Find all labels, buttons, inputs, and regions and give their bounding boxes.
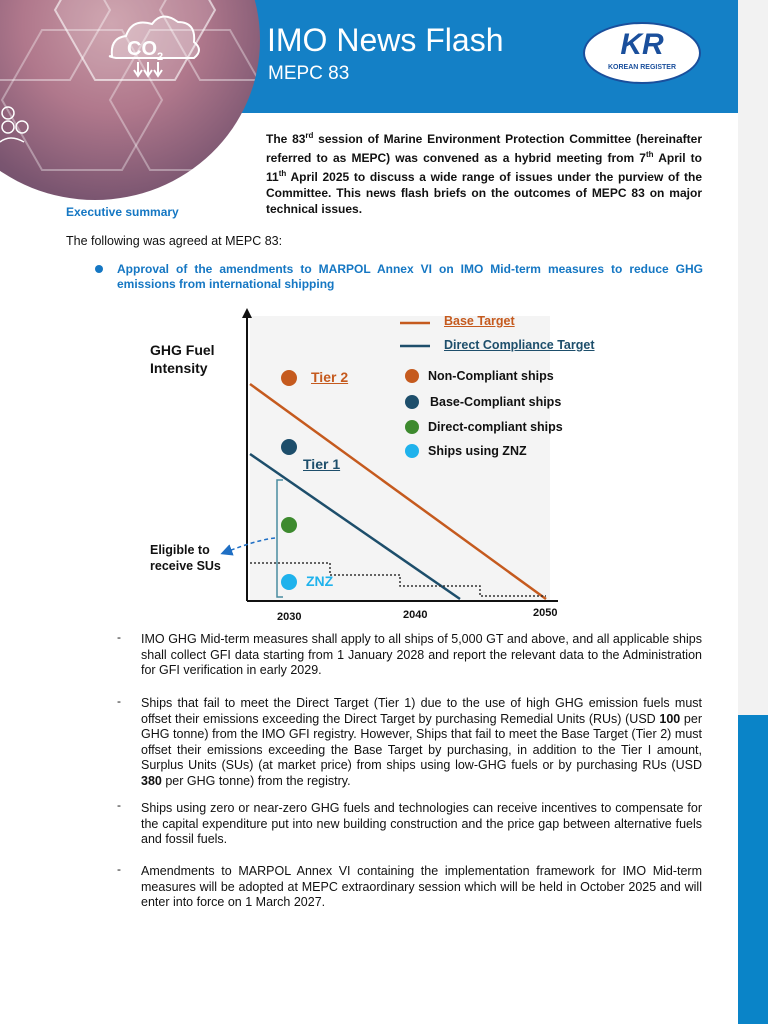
znz-label: ZNZ xyxy=(306,573,334,589)
side-stripe-blue xyxy=(738,715,768,1024)
eligible-line1: Eligible to xyxy=(150,543,210,557)
xtick-2050: 2050 xyxy=(533,607,558,619)
xtick-2040: 2040 xyxy=(403,609,428,621)
paragraph-1: IMO GHG Mid-term measures shall apply to all ships of 5,000 GT and above, and all applicable ships shall collect GFI data starting from 1 January 2028 and report the relevant data to the Administration for GFI verification in early 2029. xyxy=(141,632,702,678)
bullet-dot-icon xyxy=(95,265,103,273)
side-stripe xyxy=(738,0,768,1024)
logo-name: KOREAN REGISTER xyxy=(607,64,677,71)
legend-noncompliant: Non-Compliant ships xyxy=(428,369,554,383)
bullet-heading: Approval of the amendments to MARPOL Annex VI on IMO Mid-term measures to reduce GHG emissions from international shipping xyxy=(117,262,703,291)
executive-summary-heading: Executive summary xyxy=(66,205,179,219)
dash-1: - xyxy=(117,630,121,644)
legend-direct-target: Direct Compliance Target xyxy=(444,338,595,352)
logo-monogram: KR xyxy=(620,28,664,61)
tier2-point xyxy=(281,370,297,386)
ru-price-100: 100 xyxy=(659,711,681,726)
eligible-line2: receive SUs xyxy=(150,559,221,573)
legend-znz: Ships using ZNZ xyxy=(428,444,527,458)
hex-pattern xyxy=(0,0,260,200)
co2-hero-image xyxy=(0,0,260,200)
co2-subscript: 2 xyxy=(157,51,164,63)
znz-point xyxy=(281,574,297,590)
co2-text: CO xyxy=(127,38,157,60)
ghg-intensity-chart xyxy=(140,306,610,626)
legend-directcompliant-swatch xyxy=(405,420,419,434)
legend-base-target: Base Target xyxy=(444,314,515,328)
intro-part: April to 11 xyxy=(266,151,702,184)
page-subtitle: MEPC 83 xyxy=(268,63,350,84)
dash-3: - xyxy=(117,798,121,812)
legend-basecompliant-swatch xyxy=(405,395,419,409)
dash-4: - xyxy=(117,862,121,876)
xtick-2030: 2030 xyxy=(277,611,302,623)
legend-znz-swatch xyxy=(405,444,419,458)
eligible-label xyxy=(150,542,221,574)
page-title: IMO News Flash xyxy=(267,22,504,58)
intro-part: The 83 xyxy=(266,132,306,146)
intro-part: April 2025 to discuss a wide range of issues under the purview of the Committee. This news flash briefs on the outcomes of MEPC 83 on major technical issues. xyxy=(266,170,702,216)
side-stripe-light xyxy=(738,0,768,715)
chart-ylabel xyxy=(150,341,215,377)
paragraph-4: Amendments to MARPOL Annex VI containing the implementation framework for IMO Mid-term measures will be adopted at MEPC extraordinary session which will be held in October 2025 and will enter into force on 1 March 2027. xyxy=(141,864,702,910)
ylabel-line1: GHG Fuel xyxy=(150,342,215,358)
intro-sup: th xyxy=(278,169,287,178)
paragraph-2-part: per GHG tonne) from the registry. xyxy=(161,773,351,788)
paragraph-3: Ships using zero or near-zero GHG fuels and technologies can receive incentives to compensate for the capital expenditure put into new building construction and the price gap between alternative fuels and fossil fuels. xyxy=(141,801,702,847)
y-axis-arrow xyxy=(242,308,252,318)
agreed-text: The following was agreed at MEPC 83: xyxy=(66,234,283,248)
tier1-point xyxy=(281,439,297,455)
intro-part: session of Marine Environment Protection Committee (hereinafter referred to as MEPC) was convened as a hybrid meeting from 7 xyxy=(266,132,702,165)
intro-sup: rd xyxy=(305,131,314,140)
paragraph-2-part: per GHG tonne) from the IMO GFI registry. However, Ships that fail to meet the Base Target (Tier 2) must offset their emissions exceeding the Base Target by purchasing, in addition to the Tier I amount, Surplus Units (SUs) (at market price) from ships using low-GHG fuels or by purchasing RUs (USD xyxy=(141,711,702,773)
paragraph-2 xyxy=(141,696,702,790)
intro-sup: th xyxy=(645,150,654,159)
legend-directcompliant: Direct-compliant ships xyxy=(428,420,563,434)
ru-price-380: 380 xyxy=(141,773,162,788)
ylabel-line2: Intensity xyxy=(150,360,208,376)
korean-register-logo xyxy=(583,22,701,84)
tier1-label: Tier 1 xyxy=(303,456,341,472)
intro-paragraph xyxy=(266,128,702,217)
legend-basecompliant: Base-Compliant ships xyxy=(430,395,562,409)
co2-label xyxy=(127,38,163,63)
dash-2: - xyxy=(117,694,121,708)
tier2-label: Tier 2 xyxy=(311,369,349,385)
direct-compliant-point xyxy=(281,517,297,533)
legend-noncompliant-swatch xyxy=(405,369,419,383)
paragraph-2-part: Ships that fail to meet the Direct Target (Tier 1) due to the use of high GHG emission fuels must offset their emissions exceeding the Direct Target by purchasing Remedial Units (RUs) (USD xyxy=(141,696,702,726)
